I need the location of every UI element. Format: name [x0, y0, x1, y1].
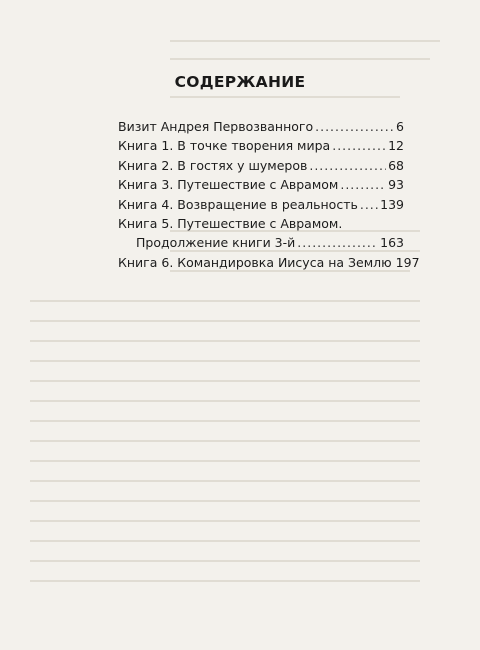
- toc-entry-page: 12: [388, 138, 404, 154]
- toc-entry[interactable]: [118, 136, 404, 155]
- toc-leader-dots: [297, 233, 378, 252]
- toc-entry[interactable]: [118, 175, 404, 194]
- toc-entry-page: 68: [388, 157, 404, 173]
- toc-entry[interactable]: [118, 214, 404, 233]
- toc-entry-continuation[interactable]: [118, 233, 404, 252]
- toc-entry-title: Продолжение книги 3-й: [136, 235, 296, 251]
- toc-leader-dots: [332, 136, 386, 155]
- toc-heading: СОДЕРЖАНИЕ: [174, 73, 306, 91]
- toc-entry-title: Книга 2. В гостях у шумеров: [118, 157, 308, 173]
- toc-leader-dots: [315, 117, 394, 136]
- toc-entry[interactable]: [118, 117, 404, 136]
- toc-entry-title: Книга 1. В точке творения мира: [118, 138, 331, 154]
- toc-entry-page: 93: [388, 177, 404, 193]
- toc-entry[interactable]: [118, 195, 404, 214]
- toc-entry[interactable]: [118, 253, 420, 272]
- toc-entry-title: Книга 5. Путешествие с Аврамом.: [118, 216, 343, 232]
- toc-entry-title: Визит Андрея Первозванного: [118, 119, 314, 134]
- toc-entry-page: 197: [395, 254, 420, 270]
- toc-entry-page: 139: [380, 196, 404, 212]
- toc-leader-dots: [360, 195, 378, 214]
- toc-entry-page: 6: [396, 119, 404, 134]
- toc-entry[interactable]: [118, 156, 404, 175]
- toc-entry-page: 163: [380, 235, 404, 251]
- table-of-contents: [118, 117, 420, 272]
- toc-leader-dots: [309, 156, 386, 175]
- toc-leader-dots: [340, 175, 386, 194]
- toc-entry-title: Книга 4. Возвращение в реальность: [118, 196, 358, 212]
- toc-entry-title: Книга 3. Путешествие с Аврамом: [118, 177, 339, 193]
- toc-entry-title: Книга 6. Командировка Иисуса на Землю: [118, 254, 392, 270]
